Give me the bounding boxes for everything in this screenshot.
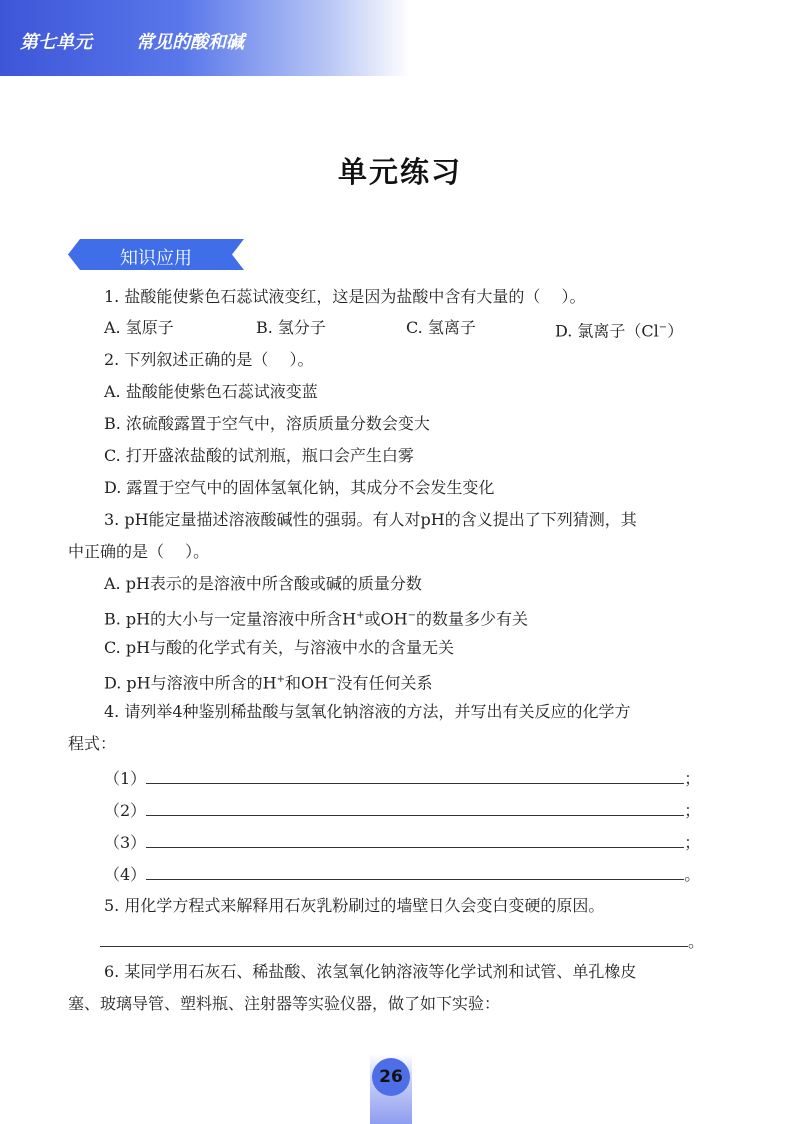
q1-option-a: A. 氢原子 [104,318,174,337]
answer-blank-4[interactable] [146,863,684,880]
answer-blank-3[interactable] [146,831,684,848]
q4-stem-line2: 程式： [68,734,117,753]
q3-option-c: C. pH与酸的化学式有关，与溶液中水的含量无关 [104,638,455,657]
q1-option-d: D. 氯离子（Cl−） [555,321,684,341]
q1-stem: 1. 盐酸能使紫色石蕊试液变红，这是因为盐酸中含有大量的（ ）。 [104,287,586,306]
q6-stem-line2: 塞、玻璃导管、塑料瓶、注射器等实验仪器，做了如下实验： [68,994,501,1013]
q4-answer-1: （1） ； [104,769,701,788]
page-number: 26 [379,1067,403,1087]
page-number-tab [370,1054,412,1124]
q5-stem: 5. 用化学方程式来解释用石灰乳粉刷过的墙壁日久会变白变硬的原因。 [104,896,605,915]
q5-answer: 。 [100,930,704,952]
page-title: 单元练习 [337,155,462,189]
answer-blank-1[interactable] [146,767,684,784]
q4-answer-3: （3） ； [104,833,701,852]
topic-label: 常见的酸和碱 [136,32,244,53]
q4-answer-2: （2） ； [104,801,701,820]
header-banner [0,0,410,76]
section-tag-label: 知识应用 [120,248,192,269]
answer-blank-5[interactable] [100,930,688,947]
q4-stem-line1: 4. 请列举4种鉴别稀盐酸与氢氧化钠溶液的方法，并写出有关反应的化学方 [104,702,631,721]
q3-option-b: B. pH的大小与一定量溶液中所含H+或OH−的数量多少有关 [104,609,528,629]
q3-option-d: D. pH与溶液中所含的H+和OH−没有任何关系 [104,673,433,693]
answer-blank-2[interactable] [146,799,684,816]
q3-stem-line1: 3. pH能定量描述溶液酸碱性的强弱。有人对pH的含义提出了下列猜测，其 [104,510,637,529]
section-tag [68,239,244,270]
q2-option-a: A. 盐酸能使紫色石蕊试液变蓝 [104,382,318,401]
q2-option-c: C. 打开盛浓盐酸的试剂瓶，瓶口会产生白雾 [104,446,414,465]
unit-label: 第七单元 [20,32,92,53]
q3-option-a: A. pH表示的是溶液中所含酸或碱的质量分数 [104,574,422,593]
q4-answer-4: （4） 。 [104,865,701,884]
q2-option-b: B. 浓硫酸露置于空气中，溶质质量分数会变大 [104,414,430,433]
q3-stem-line2: 中正确的是（ ）。 [68,542,210,561]
q1-option-b: B. 氢分子 [256,318,326,337]
q2-stem: 2. 下列叙述正确的是（ ）。 [104,350,314,369]
q6-stem-line1: 6. 某同学用石灰石、稀盐酸、浓氢氧化钠溶液等化学试剂和试管、单孔橡皮 [104,962,637,981]
q2-option-d: D. 露置于空气中的固体氢氧化钠，其成分不会发生变化 [104,478,495,497]
q1-option-c: C. 氢离子 [406,318,476,337]
